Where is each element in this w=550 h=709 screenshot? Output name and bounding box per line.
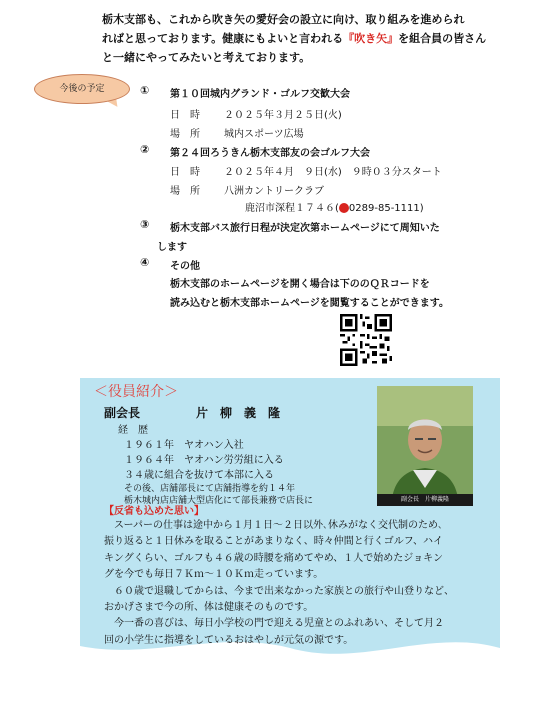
item-3-number: ③ [140, 218, 150, 231]
reflection-heading: 【反省も込めた思い】 [104, 506, 204, 517]
item-1-place-label: 場 所 [170, 129, 200, 140]
story-line: ６０歳で退職してからは、今まで出来なかった家族との旅行や山登りなど、 [104, 585, 454, 597]
item-2-number: ② [140, 143, 150, 156]
intro-paragraph [102, 10, 494, 67]
career-label: 経 歴 [118, 425, 148, 436]
item-2-date-label: 日 時 [170, 167, 200, 178]
story-line: 今一番の喜びは、毎日小学校の門で迎える児童とのふれあい、そして月２ [104, 618, 444, 630]
story-line: 回の小学生に指導をしているおはやしが元気の源です。 [104, 634, 354, 646]
item-1-date-value: ２０２５年３月２５日(火) [224, 110, 342, 121]
intro-line-2-text: ればと思っております。健康にもよいと言われる [102, 32, 344, 45]
item-2-address-line [245, 199, 424, 214]
item-4-body-2: 読み込むと栃木支部ホームページを閲覧することができます。 [170, 298, 449, 309]
item-3-title-cont: します [157, 242, 187, 253]
qr-code[interactable] [340, 314, 392, 366]
item-1-place-value: 城内スポーツ広場 [224, 129, 304, 140]
intro-line-2-rest: を組合員の皆さん [398, 32, 487, 45]
item-2-address: 鹿沼市深程１７４６( [245, 203, 339, 214]
item-1-date-label: 日 時 [170, 110, 200, 121]
career-line-1: １９６１年 ヤオハン入社 [124, 440, 244, 451]
item-4-number: ④ [140, 256, 150, 269]
item-4-title: その他 [170, 261, 200, 272]
upcoming-schedule-bubble: 今後の予定 [34, 74, 130, 104]
career-line-3: ３４歳に組合を抜けて本部に入る [124, 470, 274, 481]
story-line: スーパーの仕事は途中から１月１日～２日以外､休みがなく交代制のため､ [104, 520, 443, 531]
item-2-place-value: 八洲カントリークラブ [224, 186, 324, 197]
story-line: グを今でも毎日７Ｋｍ～１０Ｋｍ走っています。 [104, 569, 324, 581]
item-3-title: 栃木支部バス旅行日程が決定次第ホームページにて周知いた [170, 223, 440, 234]
officer-intro-heading: ＜役員紹介＞ [94, 384, 178, 400]
officer-portrait-image [377, 386, 473, 506]
item-1-number: ① [140, 84, 150, 97]
item-1-title: 第１０回城内グランド・ゴルフ交歓大会 [170, 89, 350, 100]
item-2-phone: 0289-85-1111) [348, 203, 424, 214]
career-line-5: 栃木城内店店舗大型店化にて部長兼務で店長に [124, 496, 314, 506]
story-line: キングくらい、ゴルフも４６歳の時腰を痛めてやめ、１人で始めたジョキン [104, 552, 443, 564]
officer-name: 片 柳 義 隆 [196, 406, 281, 420]
intro-line-1: 栃木支部も、これから吹き矢の愛好会の設立に向け、取り組みを進められ [102, 13, 465, 26]
intro-line-2 [102, 29, 494, 48]
fukiya-highlight: 『吹き矢』 [343, 32, 399, 45]
officer-photo [377, 386, 473, 506]
item-2-place-label: 場 所 [170, 186, 200, 197]
intro-line-3: と一緒にやってみたいと考えております。 [102, 51, 311, 64]
career-line-4: その後、店舗部長にて店舗指導を約１４年 [124, 484, 296, 494]
photo-caption: 副会長 片柳義隆 [377, 494, 473, 506]
item-4-body-1: 栃木支部のホームページを開く場合は下ののＱＲコードを [170, 279, 430, 290]
reflection-story [104, 518, 494, 649]
story-line: おかげさまで今の所、体は健康そのものです。 [104, 602, 314, 614]
officer-role: 副会長 [104, 406, 141, 420]
item-2-date-value: ２０２５年４月 ９日(水) ９時０３分スタート [224, 167, 442, 178]
item-2-title: 第２４回ろうきん栃木支部友の会ゴルフ大会 [170, 148, 370, 159]
phone-icon [339, 203, 349, 213]
career-line-2: １９６４年 ヤオハン労労組に入る [124, 455, 284, 466]
story-line: 振り返ると１日休みを取ることがあまりなく、時々仲間と行くゴルフ、ハイ [104, 536, 443, 548]
